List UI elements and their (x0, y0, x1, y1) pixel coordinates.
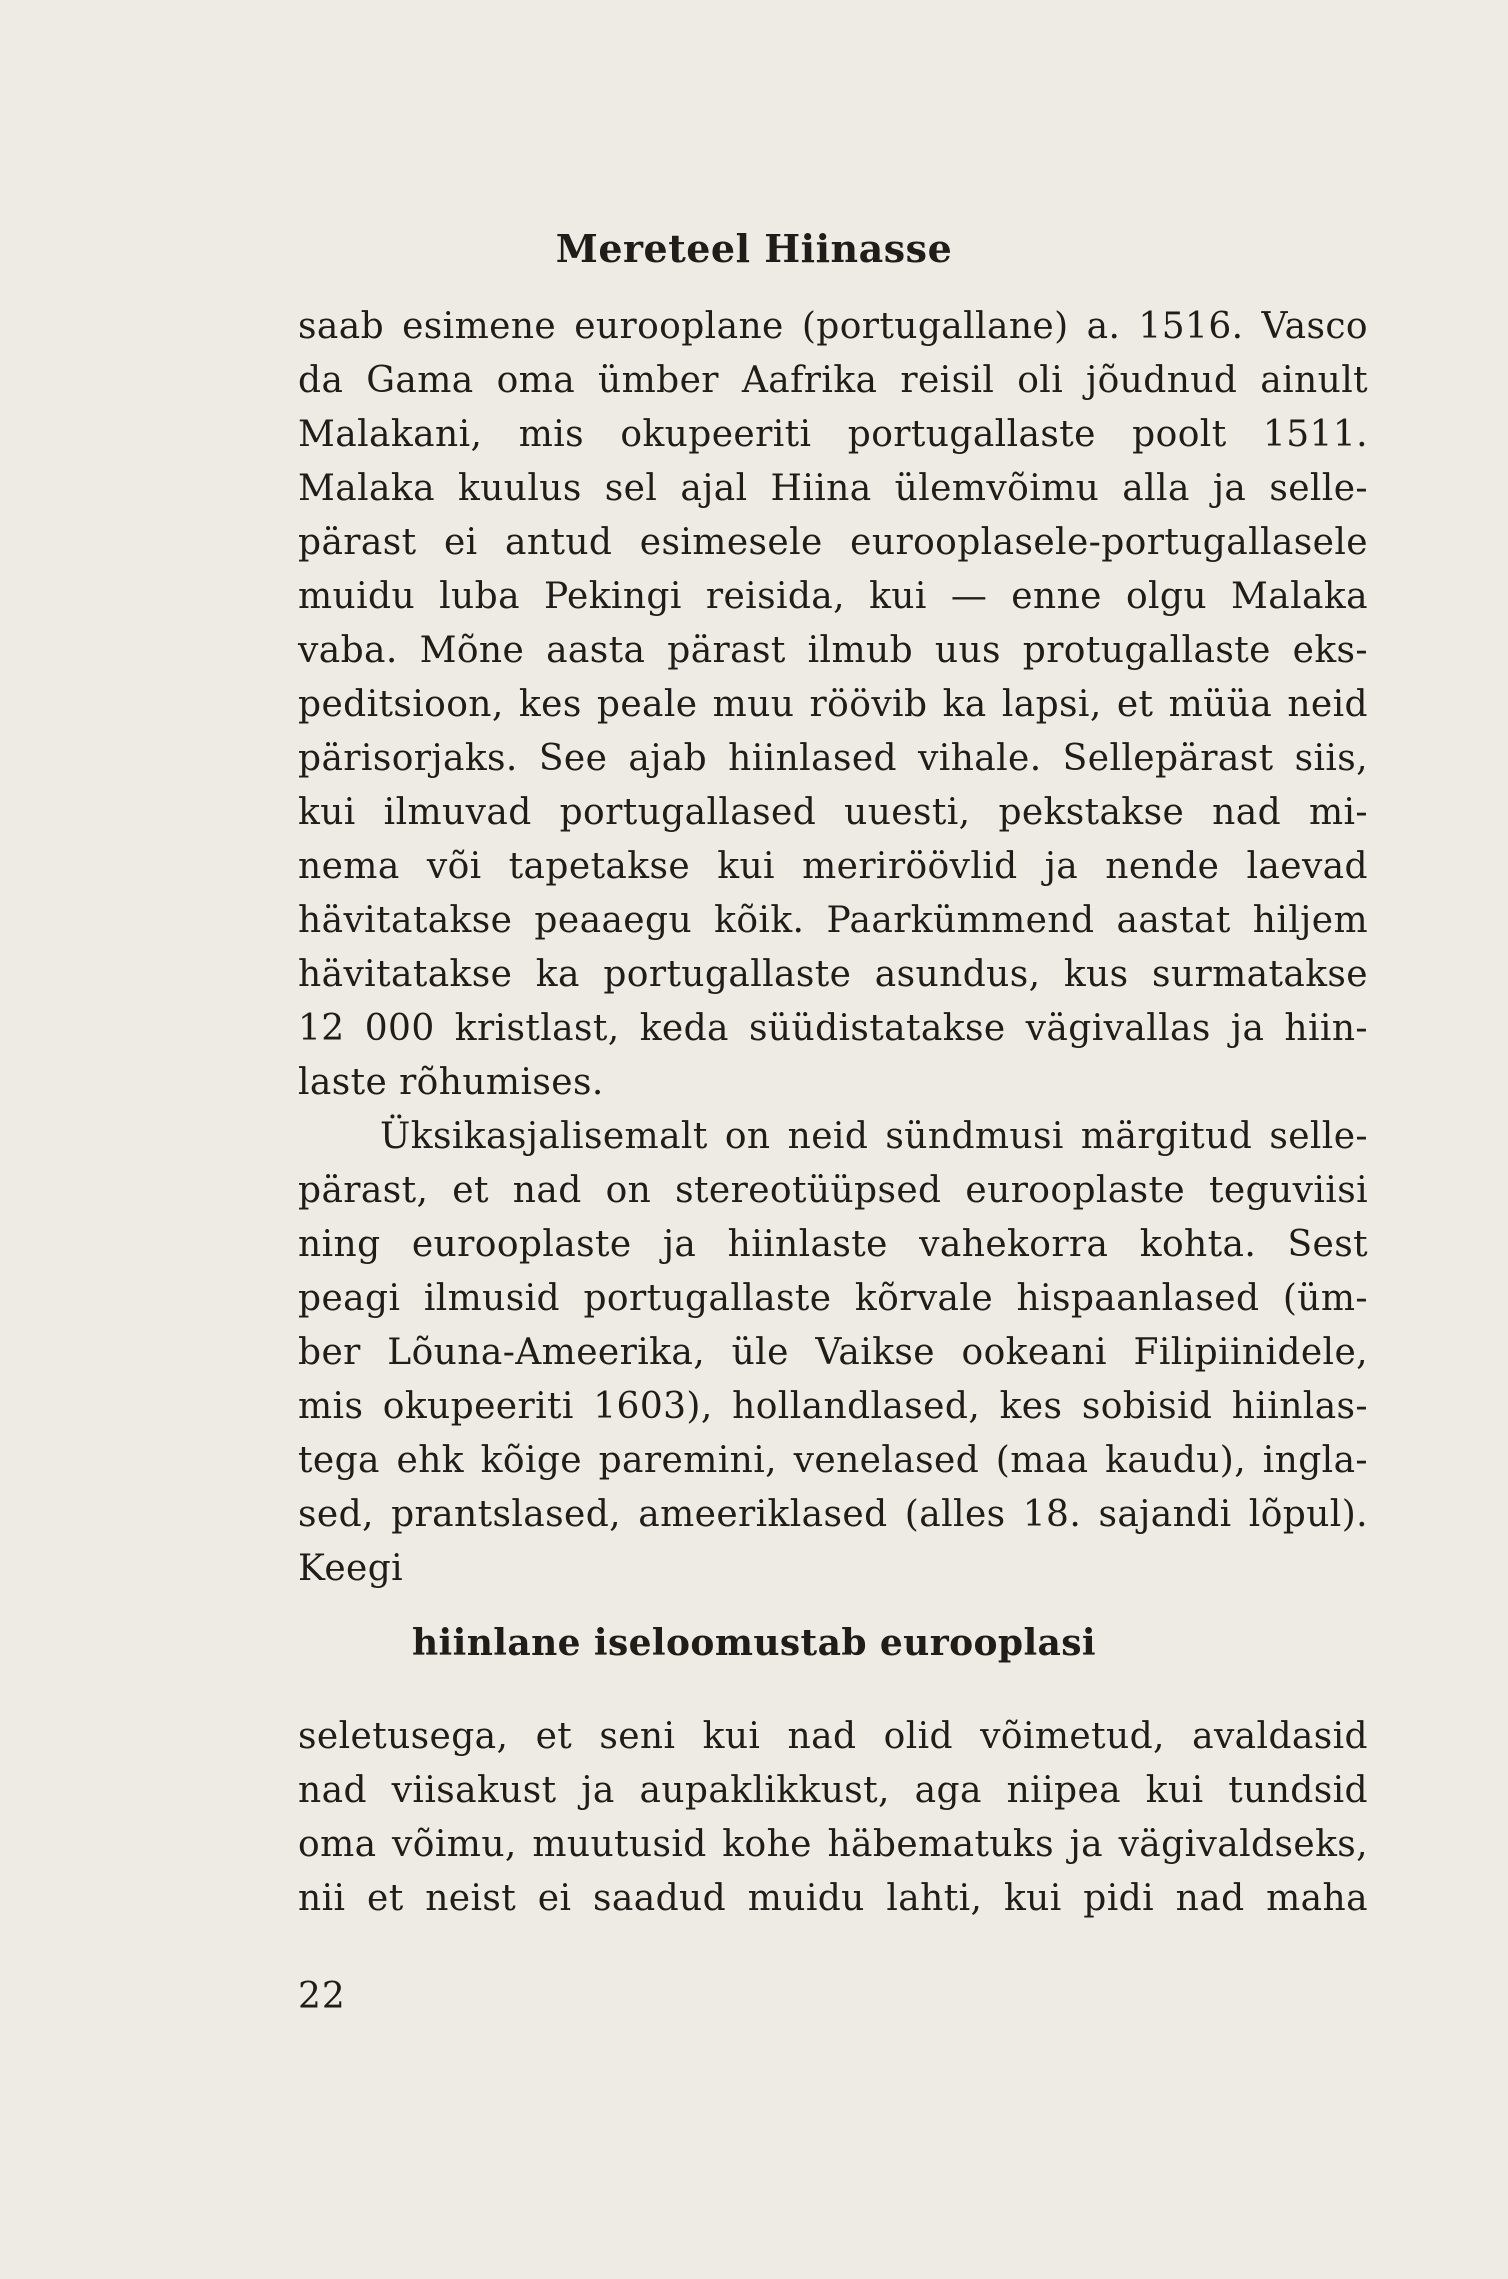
text-line: hävitatakse peaaegu kõik. Paarkümmend aastat hiljem (298, 900, 1368, 941)
text-line: da Gama oma ümber Aafrika reisil oli jõudnud ainult (298, 360, 1368, 401)
text-line: pärisorjaks. See ajab hiinlased vihale. Sellepärast siis, (298, 738, 1368, 779)
text-line: mis okupeeriti 1603), hollandlased, kes sobisid hiinlas- (298, 1386, 1368, 1427)
text-line: nema või tapetakse kui meriröövlid ja nende laevad (298, 846, 1368, 887)
continued-text (298, 1710, 1368, 1926)
text-line: sed, prantslased, ameeriklased (alles 18. sajandi lõpul). (298, 1494, 1368, 1535)
text-line: saab esimene eurooplane (portugallane) a. 1516. Vasco (298, 306, 1368, 347)
text-line: Üksikasjalisemalt on neid sündmusi märgitud selle- (380, 1116, 1368, 1157)
text-line: 12 000 kristlast, keda süüdistatakse vägivallas ja hiin- (298, 1008, 1368, 1049)
text-line: ning eurooplaste ja hiinlaste vahekorra kohta. Sest (298, 1224, 1368, 1265)
text-line: peditsioon, kes peale muu röövib ka lapsi, et müüa neid (298, 684, 1368, 725)
text-line: nad viisakust ja aupaklikkust, aga niipea kui tundsid (298, 1770, 1368, 1811)
text-line: ber Lõuna-Ameerika, üle Vaikse ookeani Filipiinidele, (298, 1332, 1368, 1373)
text-line: kui ilmuvad portugallased uuesti, pekstakse nad mi- (298, 792, 1368, 833)
running-head: Mereteel Hiinasse (555, 226, 953, 271)
text-line: laste rõhumises. (298, 1062, 604, 1103)
text-line: Keegi (298, 1548, 404, 1589)
text-line: Malakani, mis okupeeriti portugallaste poolt 1511. (298, 414, 1368, 455)
text-line: muidu luba Pekingi reisida, kui — enne olgu Malaka (298, 576, 1368, 617)
centered-subheading: hiinlane iseloomustab eurooplasi (411, 1622, 1097, 1664)
text-line: peagi ilmusid portugallaste kõrvale hispaanlased (üm- (298, 1278, 1368, 1319)
text-line: hävitatakse ka portugallaste asundus, kus surmatakse (298, 954, 1368, 995)
text-line: seletusega, et seni kui nad olid võimetud, avaldasid (298, 1716, 1368, 1757)
page-number: 22 (298, 1976, 346, 2017)
text-line: pärast, et nad on stereotüüpsed eurooplaste teguviisi (298, 1170, 1368, 1211)
main-text (298, 300, 1368, 1596)
text-line: vaba. Mõne aasta pärast ilmub uus protugallaste eks- (298, 630, 1368, 671)
text-line: Malaka kuulus sel ajal Hiina ülemvõimu alla ja selle- (298, 468, 1368, 509)
text-line: nii et neist ei saadud muidu lahti, kui pidi nad maha (298, 1878, 1368, 1919)
text-line: pärast ei antud esimesele eurooplasele-portugallasele (298, 522, 1368, 563)
text-line: tega ehk kõige paremini, venelased (maa kaudu), ingla- (298, 1440, 1368, 1481)
text-line: oma võimu, muutusid kohe häbematuks ja vägivaldseks, (298, 1824, 1368, 1865)
